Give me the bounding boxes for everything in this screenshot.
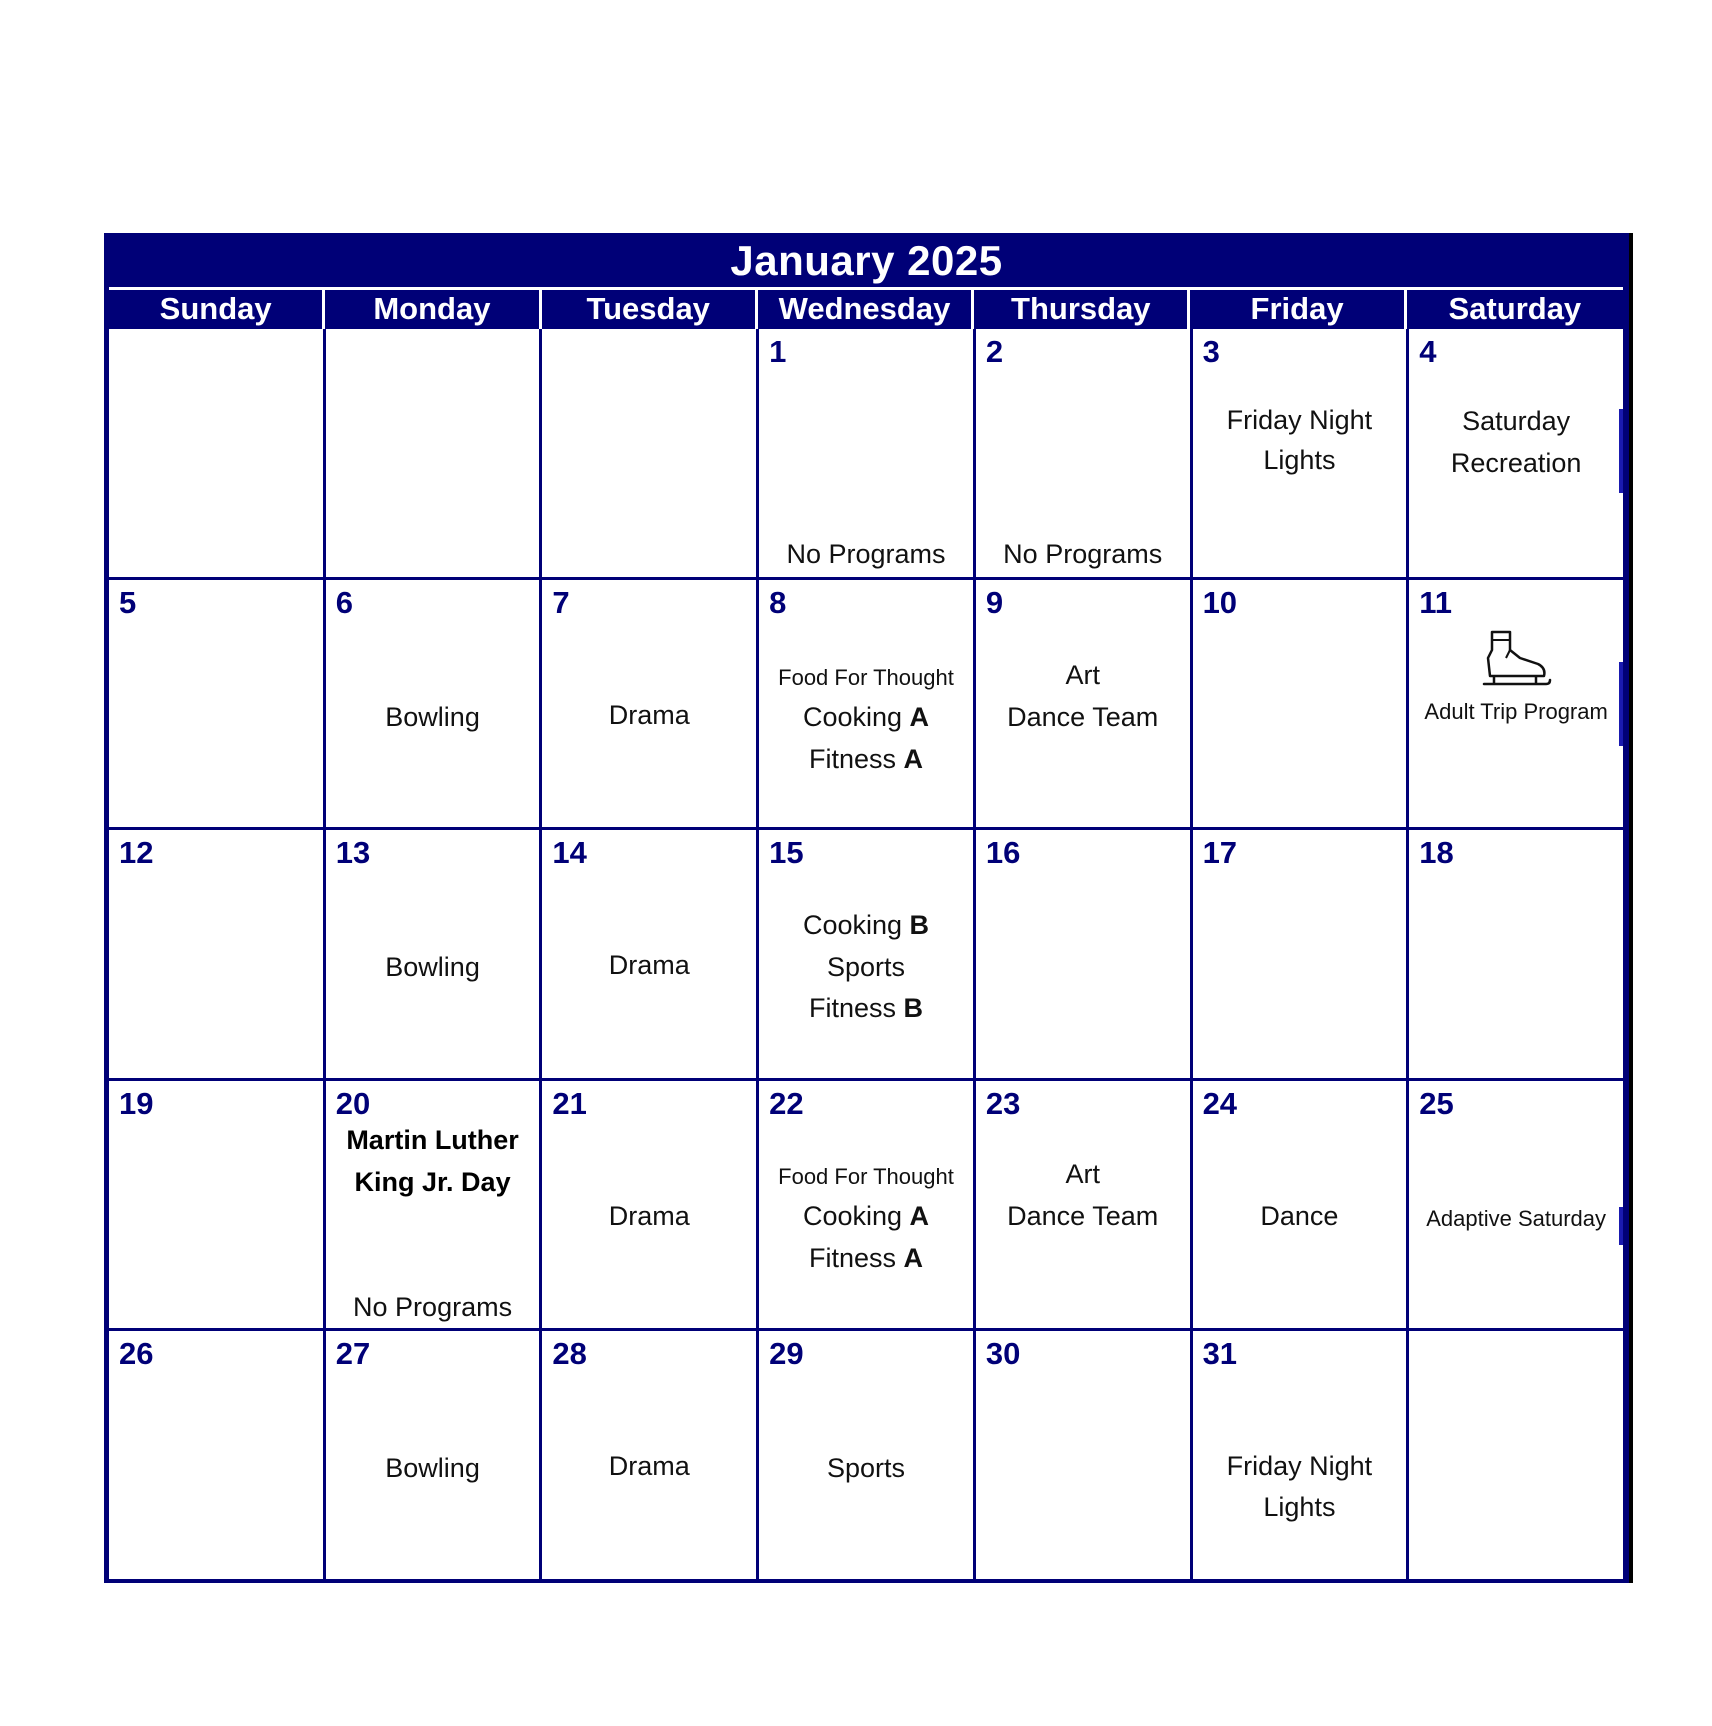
day-cell-29[interactable] — [759, 1331, 973, 1579]
event-art: Art — [1065, 659, 1100, 690]
day-number: 5 — [119, 584, 137, 620]
event-cooking — [759, 696, 973, 738]
event-dance: Dance — [1260, 1200, 1339, 1231]
event-dance-team: Dance Team — [1007, 1200, 1159, 1231]
day-cell-26[interactable] — [109, 1331, 323, 1579]
event-line: Recreation — [1450, 448, 1582, 478]
day-number: 14 — [552, 835, 587, 871]
cell-accent — [1619, 1207, 1623, 1245]
day-cell-22[interactable] — [759, 1081, 973, 1329]
day-cell-9[interactable] — [976, 580, 1190, 828]
day-number: 6 — [335, 584, 353, 620]
event-drama: Drama — [608, 699, 690, 730]
day-cell-1[interactable] — [759, 329, 973, 577]
calendar — [104, 233, 1629, 1583]
group-label: A — [903, 1242, 923, 1273]
day-cell-18[interactable] — [1409, 830, 1623, 1078]
event-fitness — [759, 987, 973, 1029]
event-sports: Sports — [826, 952, 906, 983]
day-cell-16[interactable] — [976, 830, 1190, 1078]
day-cell-5[interactable] — [109, 580, 323, 828]
day-cell-empty — [1409, 1331, 1623, 1579]
day-cell-3[interactable] — [1193, 329, 1407, 577]
event-fitness — [759, 738, 973, 780]
day-cell-31[interactable] — [1193, 1331, 1407, 1579]
day-number: 3 — [1202, 334, 1220, 369]
event-cooking — [759, 904, 973, 946]
weekday-saturday: Saturday — [1448, 291, 1582, 326]
day-number: 9 — [985, 584, 1004, 620]
day-cell-25[interactable] — [1409, 1081, 1623, 1329]
group-label: B — [903, 993, 923, 1024]
group-label: A — [903, 743, 923, 774]
event-adaptive-saturday: Adaptive Saturday — [1426, 1205, 1607, 1231]
day-number: 11 — [1419, 584, 1453, 620]
day-number: 15 — [769, 835, 804, 871]
calendar-grid — [109, 329, 1623, 1579]
day-number: 7 — [552, 584, 570, 620]
day-number: 17 — [1202, 835, 1238, 871]
event-drama: Drama — [608, 1451, 690, 1482]
day-number: 4 — [1419, 334, 1437, 369]
day-number: 2 — [985, 334, 1004, 369]
day-cell-24[interactable] — [1193, 1081, 1407, 1329]
day-cell-20[interactable] — [326, 1081, 540, 1329]
event-no-programs: No Programs — [353, 1292, 513, 1323]
event-dance-team: Dance Team — [1007, 701, 1159, 732]
holiday-label: King Jr. Day — [354, 1166, 511, 1197]
day-number: 25 — [1419, 1085, 1454, 1121]
event-cooking — [759, 1195, 973, 1237]
event-drama: Drama — [608, 950, 690, 981]
day-cell-6[interactable] — [326, 580, 540, 828]
day-cell-14[interactable] — [542, 830, 756, 1078]
ice-skate-icon — [1480, 628, 1552, 692]
weekday-tuesday: Tuesday — [542, 290, 758, 329]
day-cell-2[interactable] — [976, 329, 1190, 577]
day-cell-7[interactable] — [542, 580, 756, 828]
event-label: Fitness — [808, 1242, 904, 1273]
day-number: 23 — [985, 1085, 1021, 1121]
day-cell-27[interactable] — [326, 1331, 540, 1579]
day-cell-30[interactable] — [976, 1331, 1190, 1579]
group-label: A — [909, 1200, 930, 1231]
day-cell-12[interactable] — [109, 830, 323, 1078]
day-number: 21 — [552, 1085, 587, 1121]
day-number: 24 — [1202, 1085, 1238, 1121]
event-drama: Drama — [608, 1200, 690, 1231]
day-number: 1 — [769, 334, 787, 369]
day-number: 8 — [769, 584, 787, 620]
event-no-programs: No Programs — [1003, 538, 1163, 569]
day-number: 12 — [119, 835, 154, 871]
event-no-programs: No Programs — [786, 538, 946, 569]
event-label: Fitness — [808, 743, 904, 774]
day-cell-13[interactable] — [326, 830, 540, 1078]
event-line: Saturday — [1462, 406, 1571, 436]
event-label: Cooking — [802, 910, 910, 941]
event-bowling: Bowling — [385, 701, 480, 732]
event-line: Friday Night — [1226, 405, 1373, 435]
event-line: Friday Night — [1226, 1451, 1373, 1482]
weekday-wednesday: Wednesday — [758, 290, 974, 329]
holiday-label: Martin Luther — [346, 1124, 519, 1155]
weekday-header — [109, 287, 1623, 329]
day-number: 27 — [335, 1336, 371, 1372]
day-number: 30 — [985, 1336, 1021, 1372]
event-adult-trip-program: Adult Trip Program — [1424, 698, 1608, 724]
event-label: Cooking — [802, 1200, 910, 1231]
weekday-sunday: Sunday — [109, 290, 325, 329]
day-cell-28[interactable] — [542, 1331, 756, 1579]
event-label: Cooking — [802, 701, 910, 732]
day-cell-empty — [326, 329, 540, 577]
day-cell-10[interactable] — [1193, 580, 1407, 828]
day-cell-23[interactable] — [976, 1081, 1190, 1329]
day-cell-8[interactable] — [759, 580, 973, 828]
event-sports: Sports — [826, 1453, 906, 1484]
cell-accent — [1619, 662, 1623, 746]
day-cell-empty — [109, 329, 323, 577]
day-number: 31 — [1202, 1336, 1238, 1372]
day-cell-4[interactable] — [1409, 329, 1623, 577]
day-number: 10 — [1202, 584, 1238, 620]
day-cell-empty — [542, 329, 756, 577]
day-cell-15[interactable] — [759, 830, 973, 1078]
cell-accent — [1619, 409, 1623, 493]
event-art: Art — [1065, 1158, 1100, 1189]
day-number: 18 — [1419, 835, 1454, 871]
group-label: B — [909, 910, 930, 941]
calendar-shadow — [1629, 233, 1633, 1583]
day-number: 13 — [335, 835, 371, 871]
day-number: 20 — [335, 1085, 371, 1121]
event-label: Fitness — [808, 993, 904, 1024]
day-number: 26 — [119, 1336, 154, 1372]
day-cell-17[interactable] — [1193, 830, 1407, 1078]
day-cell-11[interactable] — [1409, 580, 1623, 828]
event-fitness — [759, 1237, 973, 1279]
calendar-title: January 2025 — [730, 237, 1003, 284]
weekday-monday: Monday — [325, 290, 541, 329]
event-line: Lights — [1263, 1492, 1336, 1523]
day-number: 16 — [985, 835, 1021, 871]
day-cell-21[interactable] — [542, 1081, 756, 1329]
group-label: A — [909, 701, 930, 732]
event-food-for-thought: Food For Thought — [778, 664, 954, 690]
event-bowling: Bowling — [385, 1453, 480, 1484]
day-number: 29 — [769, 1336, 804, 1372]
weekday-thursday: Thursday — [974, 290, 1190, 329]
day-number: 28 — [552, 1336, 587, 1372]
event-food-for-thought: Food For Thought — [778, 1163, 954, 1189]
event-line: Lights — [1263, 445, 1336, 475]
day-number: 22 — [769, 1085, 804, 1121]
day-number: 19 — [119, 1085, 154, 1121]
weekday-friday: Friday — [1190, 290, 1406, 329]
day-cell-19[interactable] — [109, 1081, 323, 1329]
event-bowling: Bowling — [385, 952, 480, 983]
